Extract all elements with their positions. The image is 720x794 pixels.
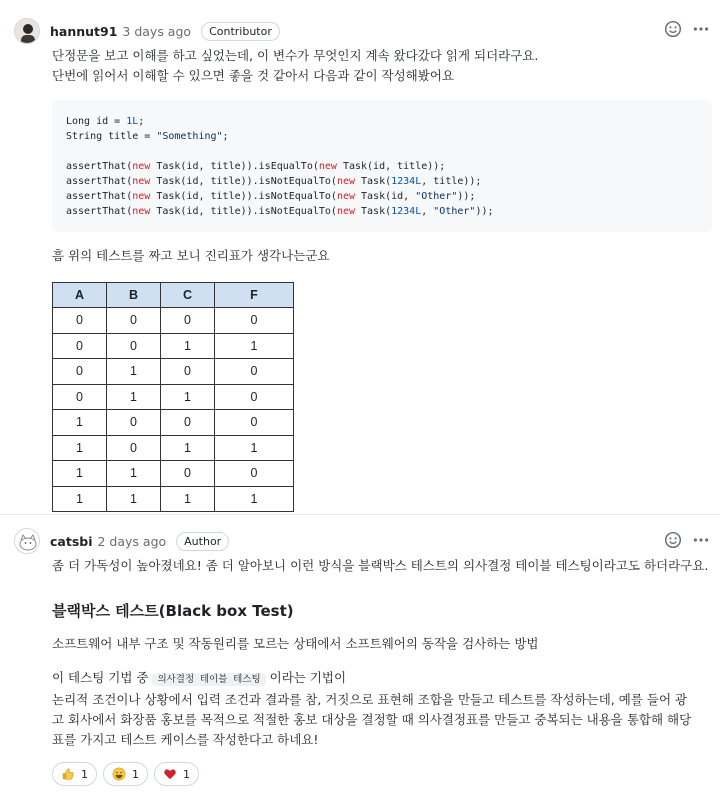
comment-text-line: 표를 가지고 테스트 케이스를 작성한다고 하네요! <box>52 732 319 747</box>
table-cell: 1 <box>107 461 161 487</box>
reaction-count: 1 <box>81 767 88 781</box>
table-cell: 0 <box>107 333 161 359</box>
comment-header <box>14 527 229 555</box>
table-cell: 1 <box>161 333 215 359</box>
table-cell: 1 <box>215 435 294 461</box>
table-cell: 1 <box>161 486 215 512</box>
column-header: F <box>215 283 294 308</box>
avatar[interactable] <box>14 18 40 44</box>
avatar[interactable] <box>14 528 40 554</box>
reaction-count: 1 <box>183 767 190 781</box>
reactions-bar <box>52 762 712 786</box>
code-line: assertThat(new Task(id, title)).isNotEqualTo(new Task(1234L, "Other")); <box>66 206 494 217</box>
column-header: C <box>161 283 215 308</box>
timestamp[interactable]: 3 days ago <box>122 23 192 39</box>
table-cell: 1 <box>215 486 294 512</box>
table-cell: 1 <box>53 486 107 512</box>
table-row <box>53 359 294 385</box>
table-cell: 0 <box>53 308 107 334</box>
comment-text-line: 소프트웨어 내부 구조 및 작동원리를 모르는 상태에서 소프트웨어의 동작을 검사하는 방법 <box>52 636 539 651</box>
table-cell: 0 <box>107 435 161 461</box>
table-row <box>53 486 294 512</box>
table-row <box>53 384 294 410</box>
table-cell: 0 <box>161 308 215 334</box>
comment-text-line: 고 회사에서 화장품 홍보를 목적으로 적절한 홍보 대상을 결정할 때 의사결정표를 만들고 중복되는 내용을 통합해 해당 <box>52 712 692 727</box>
table-row <box>53 461 294 487</box>
table-row <box>53 410 294 436</box>
table-header-row <box>53 283 294 308</box>
technique-suffix: 이라는 기법이 <box>269 670 347 685</box>
table-cell: 0 <box>215 384 294 410</box>
table-cell: 1 <box>53 435 107 461</box>
table-row <box>53 435 294 461</box>
table-row <box>53 333 294 359</box>
comment-text-line: 흠 위의 테스트를 짜고 보니 진리표가 생각나는군요 <box>52 248 330 263</box>
section-heading: 블랙박스 테스트(Black box Test) <box>52 602 294 620</box>
comment-text-line: 좀 더 가독성이 높아졌네요! 좀 더 알아보니 이런 방식을 블랙박스 테스트의 의사결정 테이블 테스팅이라고도 하더라구요. <box>52 558 709 573</box>
table-cell: 0 <box>161 461 215 487</box>
comment-text-line: 단정문을 보고 이해를 하고 싶었는데, 이 변수가 무엇인지 계속 왔다갔다 읽게 되더라구요. <box>52 48 539 63</box>
reaction-count: 1 <box>132 767 139 781</box>
timestamp[interactable]: 2 days ago <box>97 533 167 549</box>
code-line: assertThat(new Task(id, title)).isNotEqualTo(new Task(id, "Other")); <box>66 191 476 202</box>
table-cell: 0 <box>215 410 294 436</box>
role-badge: Author <box>176 532 229 551</box>
column-header: A <box>53 283 107 308</box>
comment-text-line: 논리적 조건이나 상황에서 입력 조건과 결과를 참, 거짓으로 표현해 조합을 만들고 테스트를 작성하는데, 예를 들어 광 <box>52 692 688 707</box>
comment-header <box>14 17 280 45</box>
table-cell: 1 <box>215 333 294 359</box>
code-line: assertThat(new Task(id, title)).isEqualTo(new Task(id, title)); <box>66 161 446 172</box>
table-cell: 1 <box>53 461 107 487</box>
comment-text-line: 단번에 읽어서 이해할 수 있으면 좋을 것 같아서 다음과 같이 작성해봤어요 <box>52 68 454 83</box>
table-cell: 0 <box>215 461 294 487</box>
comment-body <box>52 46 712 512</box>
table-cell: 1 <box>161 384 215 410</box>
comment-body <box>52 556 712 786</box>
comment-catsbi <box>0 516 720 794</box>
table-cell: 0 <box>53 384 107 410</box>
add-reaction-icon[interactable] <box>664 20 682 38</box>
inline-code: 의사결정 테이블 테스팅 <box>152 673 265 686</box>
table-cell: 0 <box>215 359 294 385</box>
table-cell: 1 <box>107 384 161 410</box>
reaction-heart[interactable] <box>154 762 199 786</box>
column-header: B <box>107 283 161 308</box>
laugh-icon <box>112 767 126 781</box>
code-line: assertThat(new Task(id, title)).isNotEqualTo(new Task(1234L, title)); <box>66 176 482 187</box>
table-cell: 0 <box>107 410 161 436</box>
more-options-icon[interactable] <box>692 20 710 38</box>
table-cell: 0 <box>53 359 107 385</box>
comment-text-line <box>52 668 712 690</box>
table-cell: 0 <box>161 410 215 436</box>
table-cell: 1 <box>107 486 161 512</box>
code-block[interactable] <box>52 100 712 232</box>
table-cell: 1 <box>161 435 215 461</box>
table-cell: 0 <box>161 359 215 385</box>
truth-table <box>52 282 294 512</box>
code-line: String title = "Something"; <box>66 131 229 142</box>
table-cell: 0 <box>107 308 161 334</box>
more-options-icon[interactable] <box>692 531 710 549</box>
role-badge: Contributor <box>201 22 280 41</box>
table-row <box>53 308 294 334</box>
table-cell: 1 <box>107 359 161 385</box>
reaction-thumbs-up[interactable] <box>52 762 97 786</box>
table-cell: 0 <box>53 333 107 359</box>
heart-icon <box>163 767 177 781</box>
author-name[interactable]: catsbi <box>50 533 93 549</box>
author-name[interactable]: hannut91 <box>50 23 118 39</box>
reaction-laugh[interactable] <box>103 762 148 786</box>
table-cell: 1 <box>53 410 107 436</box>
table-cell: 0 <box>215 308 294 334</box>
add-reaction-icon[interactable] <box>664 531 682 549</box>
thumbs-up-icon <box>61 767 75 781</box>
code-line: Long id = 1L; <box>66 116 145 127</box>
technique-prefix: 이 테스팅 기법 중 <box>52 670 149 685</box>
